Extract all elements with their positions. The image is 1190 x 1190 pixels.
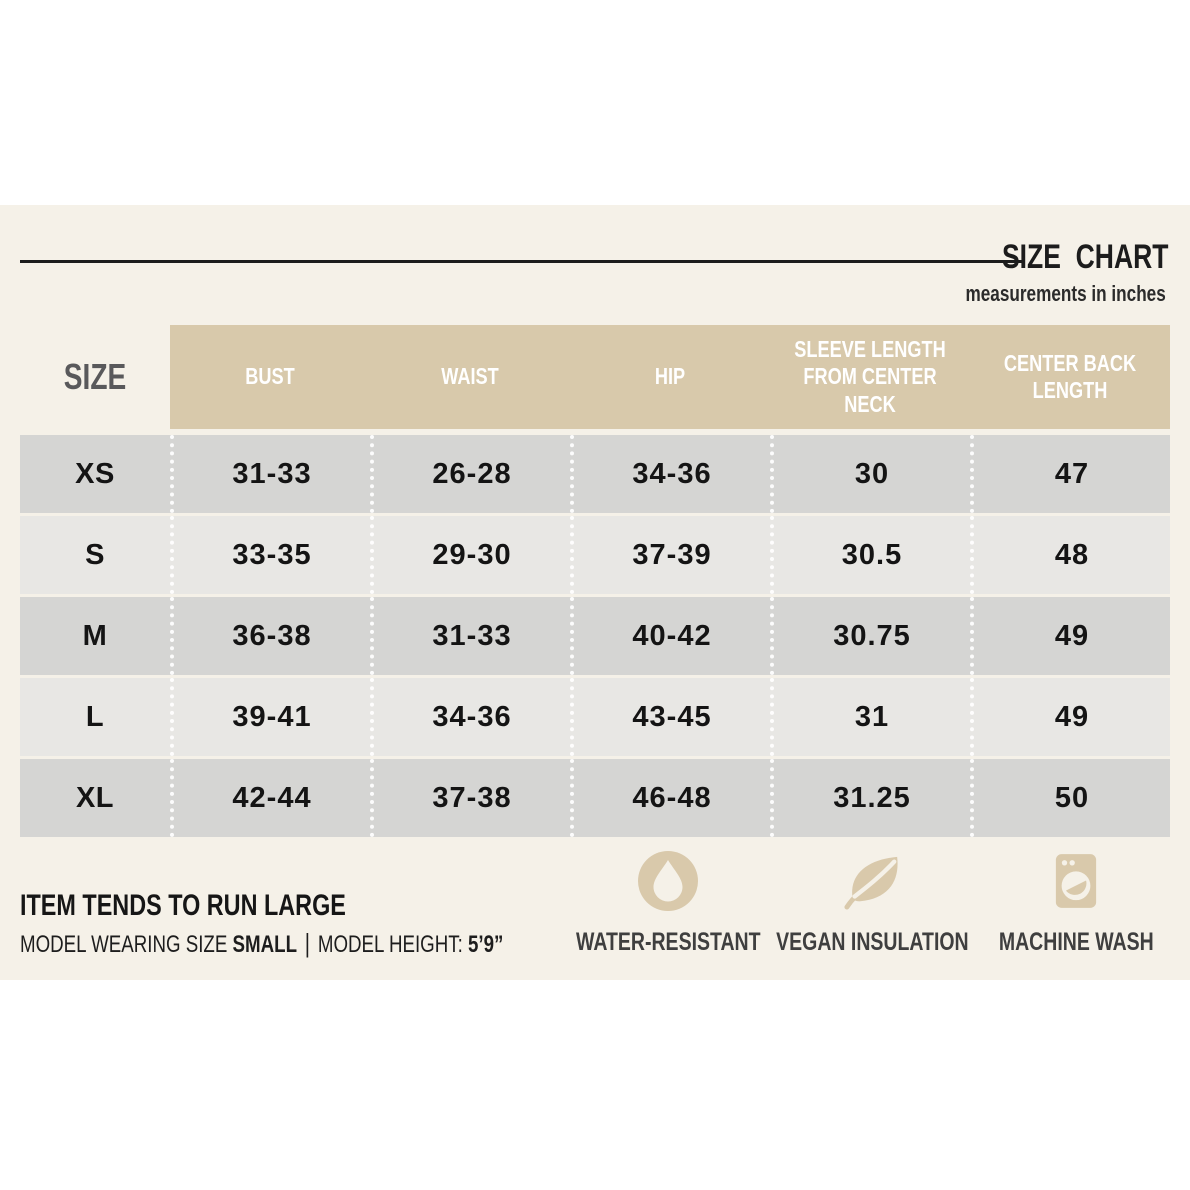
sleeve-cell: 30.75 [770, 597, 970, 675]
table-row-xl [20, 759, 1170, 837]
feature-vegan-insulation [770, 846, 974, 955]
column-header-size: SIZE [63, 356, 127, 397]
sleeve-cell: 30 [770, 435, 970, 513]
back-length-cell: 49 [970, 678, 1170, 756]
back-length-cell: 48 [970, 516, 1170, 594]
column-header-hip: HIP [654, 363, 686, 390]
hip-cell: 43-45 [570, 678, 770, 756]
title-rule [20, 260, 1023, 263]
back-length-cell: 50 [970, 759, 1170, 837]
feature-label: WATER-RESISTANT [575, 928, 761, 956]
water-drop-icon [636, 849, 700, 913]
fit-notes [20, 889, 640, 959]
hip-cell: 37-39 [570, 516, 770, 594]
column-header-sleeve-length: SLEEVE LENGTH FROM CENTER NECK [794, 336, 946, 417]
divider-bar: | [304, 928, 311, 958]
table-row-xs [20, 435, 1170, 513]
washing-machine-icon [1053, 852, 1099, 910]
table-header-row [20, 325, 1170, 429]
hip-cell: 34-36 [570, 435, 770, 513]
size-cell: L [85, 700, 105, 733]
table-header-band [170, 325, 1170, 429]
feature-label: MACHINE WASH [998, 928, 1154, 956]
bust-cell: 33-35 [170, 516, 370, 594]
size-cell: M [82, 619, 108, 652]
bust-cell: 31-33 [170, 435, 370, 513]
feature-water-resistant [566, 846, 770, 955]
model-size-value: SMALL [232, 931, 298, 958]
waist-cell: 31-33 [370, 597, 570, 675]
units-subtitle [909, 281, 1166, 307]
column-header-bust: BUST [245, 363, 295, 390]
back-length-cell: 49 [970, 597, 1170, 675]
model-info-line [20, 929, 640, 959]
hip-cell: 40-42 [570, 597, 770, 675]
feature-label: VEGAN INSULATION [775, 928, 969, 956]
units-subtitle-text: measurements in inches [965, 281, 1166, 306]
table-row-s [20, 516, 1170, 594]
waist-cell: 37-38 [370, 759, 570, 837]
size-cell: XS [75, 457, 115, 490]
size-cell: XL [75, 781, 115, 814]
model-size-prefix: MODEL WEARING SIZE [20, 931, 228, 958]
waist-cell: 29-30 [370, 516, 570, 594]
sleeve-cell: 31 [770, 678, 970, 756]
bust-cell: 42-44 [170, 759, 370, 837]
leaf-icon [841, 852, 903, 910]
size-cell: S [85, 538, 105, 571]
sleeve-cell: 31.25 [770, 759, 970, 837]
column-header-center-back-length: CENTER BACK LENGTH [1003, 349, 1137, 403]
table-row-l [20, 678, 1170, 756]
page-title [955, 240, 1168, 274]
column-header-waist: WAIST [441, 363, 499, 390]
bust-cell: 36-38 [170, 597, 370, 675]
waist-cell: 26-28 [370, 435, 570, 513]
feature-machine-wash [974, 846, 1178, 955]
page-title-text: SIZE CHART [1001, 238, 1168, 276]
model-height-value: 5’9” [468, 931, 504, 958]
sleeve-cell: 30.5 [770, 516, 970, 594]
bust-cell: 39-41 [170, 678, 370, 756]
back-length-cell: 47 [970, 435, 1170, 513]
feature-icons-row [566, 846, 1178, 955]
model-height-label: MODEL HEIGHT: [317, 931, 463, 958]
hip-cell: 46-48 [570, 759, 770, 837]
table-row-m [20, 597, 1170, 675]
size-table [20, 325, 1170, 837]
fit-note-headline: ITEM TENDS TO RUN LARGE [20, 889, 346, 922]
waist-cell: 34-36 [370, 678, 570, 756]
